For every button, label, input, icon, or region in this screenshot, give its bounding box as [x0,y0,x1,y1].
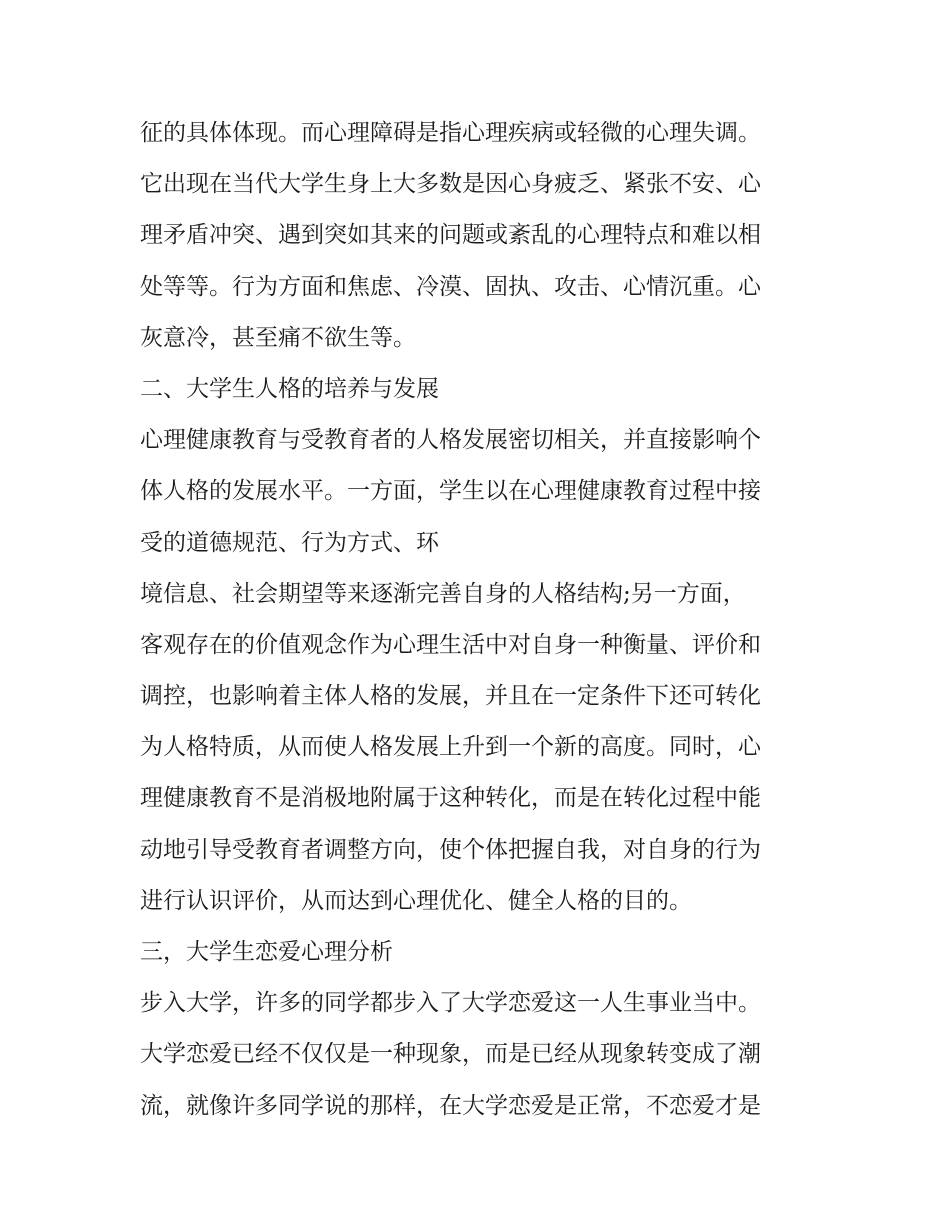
text-line: 心理健康教育与受教育者的人格发展密切相关，并直接影响个 [140,427,761,454]
text-line: 流，就像许多同学说的那样，在大学恋爱是正常，不恋爱才是 [140,1092,761,1119]
section-heading: 二、大学生人格的培养与发展 [140,375,439,402]
text-line: 动地引导受教育者调整方向，使个体把握自我，对自身的行为 [140,836,761,863]
text-line: 为人格特质，从而使人格发展上升到一个新的高度。同时，心 [140,734,761,761]
text-line: 大学恋爱已经不仅仅是一种现象，而是已经从现象转变成了潮 [140,1041,761,1068]
document-body [140,108,820,1132]
text-line: 灰意冷，甚至痛不欲生等。 [140,324,416,351]
text-line: 步入大学，许多的同学都步入了大学恋爱这一人生事业当中。 [140,990,761,1017]
text-line: 征的具体体现。而心理障碍是指心理疾病或轻微的心理失调。 [140,120,761,146]
text-line: 境信息、社会期望等来逐渐完善自身的人格结构;另一方面， [140,580,746,607]
text-line: 体人格的发展水平。一方面，学生以在心理健康教育过程中接 [140,478,761,505]
section-heading: 三，大学生恋爱心理分析 [140,939,393,965]
text-line: 客观存在的价值观念作为心理生活中对自身一种衡量、评价和 [140,631,761,658]
text-line: 它出现在当代大学生身上大多数是因心身疲乏、紧张不安、心 [140,171,761,198]
text-line: 受的道德规范、行为方式、环 [140,529,439,556]
text-line: 调控，也影响着主体人格的发展，并且在一定条件下还可转化 [140,683,761,710]
text-line: 处等等。行为方面和焦虑、冷漠、固执、攻击、心情沉重。心 [140,273,761,300]
text-line: 理健康教育不是消极地附属于这种转化，而是在转化过程中能 [140,785,761,812]
text-line: 理矛盾冲突、遇到突如其来的问题或紊乱的心理特点和难以相 [140,222,761,249]
text-line: 进行认识评价，从而达到心理优化、健全人格的目的。 [140,887,692,914]
